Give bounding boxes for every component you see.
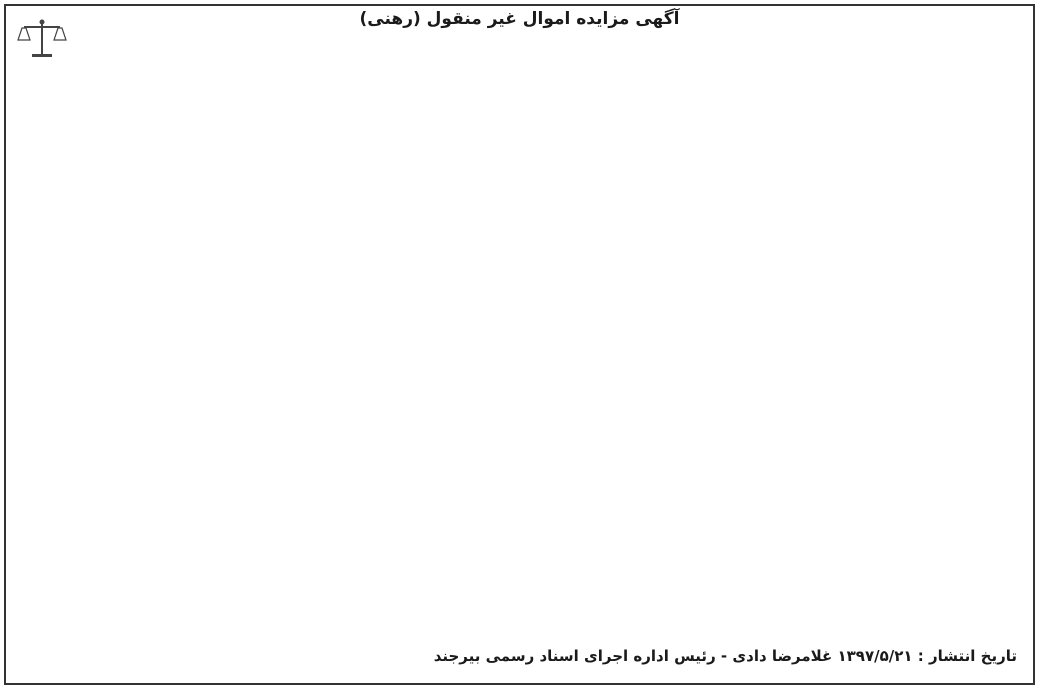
- signer-name: غلامرضا دادی - رئیس اداره اجرای اسناد رسمی بیرجند: [433, 647, 833, 665]
- notice-title: آگهی مزایده اموال غیر منقول (رهنی): [359, 9, 680, 29]
- signature-line: [434, 647, 1017, 665]
- notice-body: [18, 36, 1021, 626]
- publish-label: تاریخ انتشار :: [917, 647, 1017, 665]
- publish-date: ۱۳۹۷/۵/۲۱: [837, 647, 913, 665]
